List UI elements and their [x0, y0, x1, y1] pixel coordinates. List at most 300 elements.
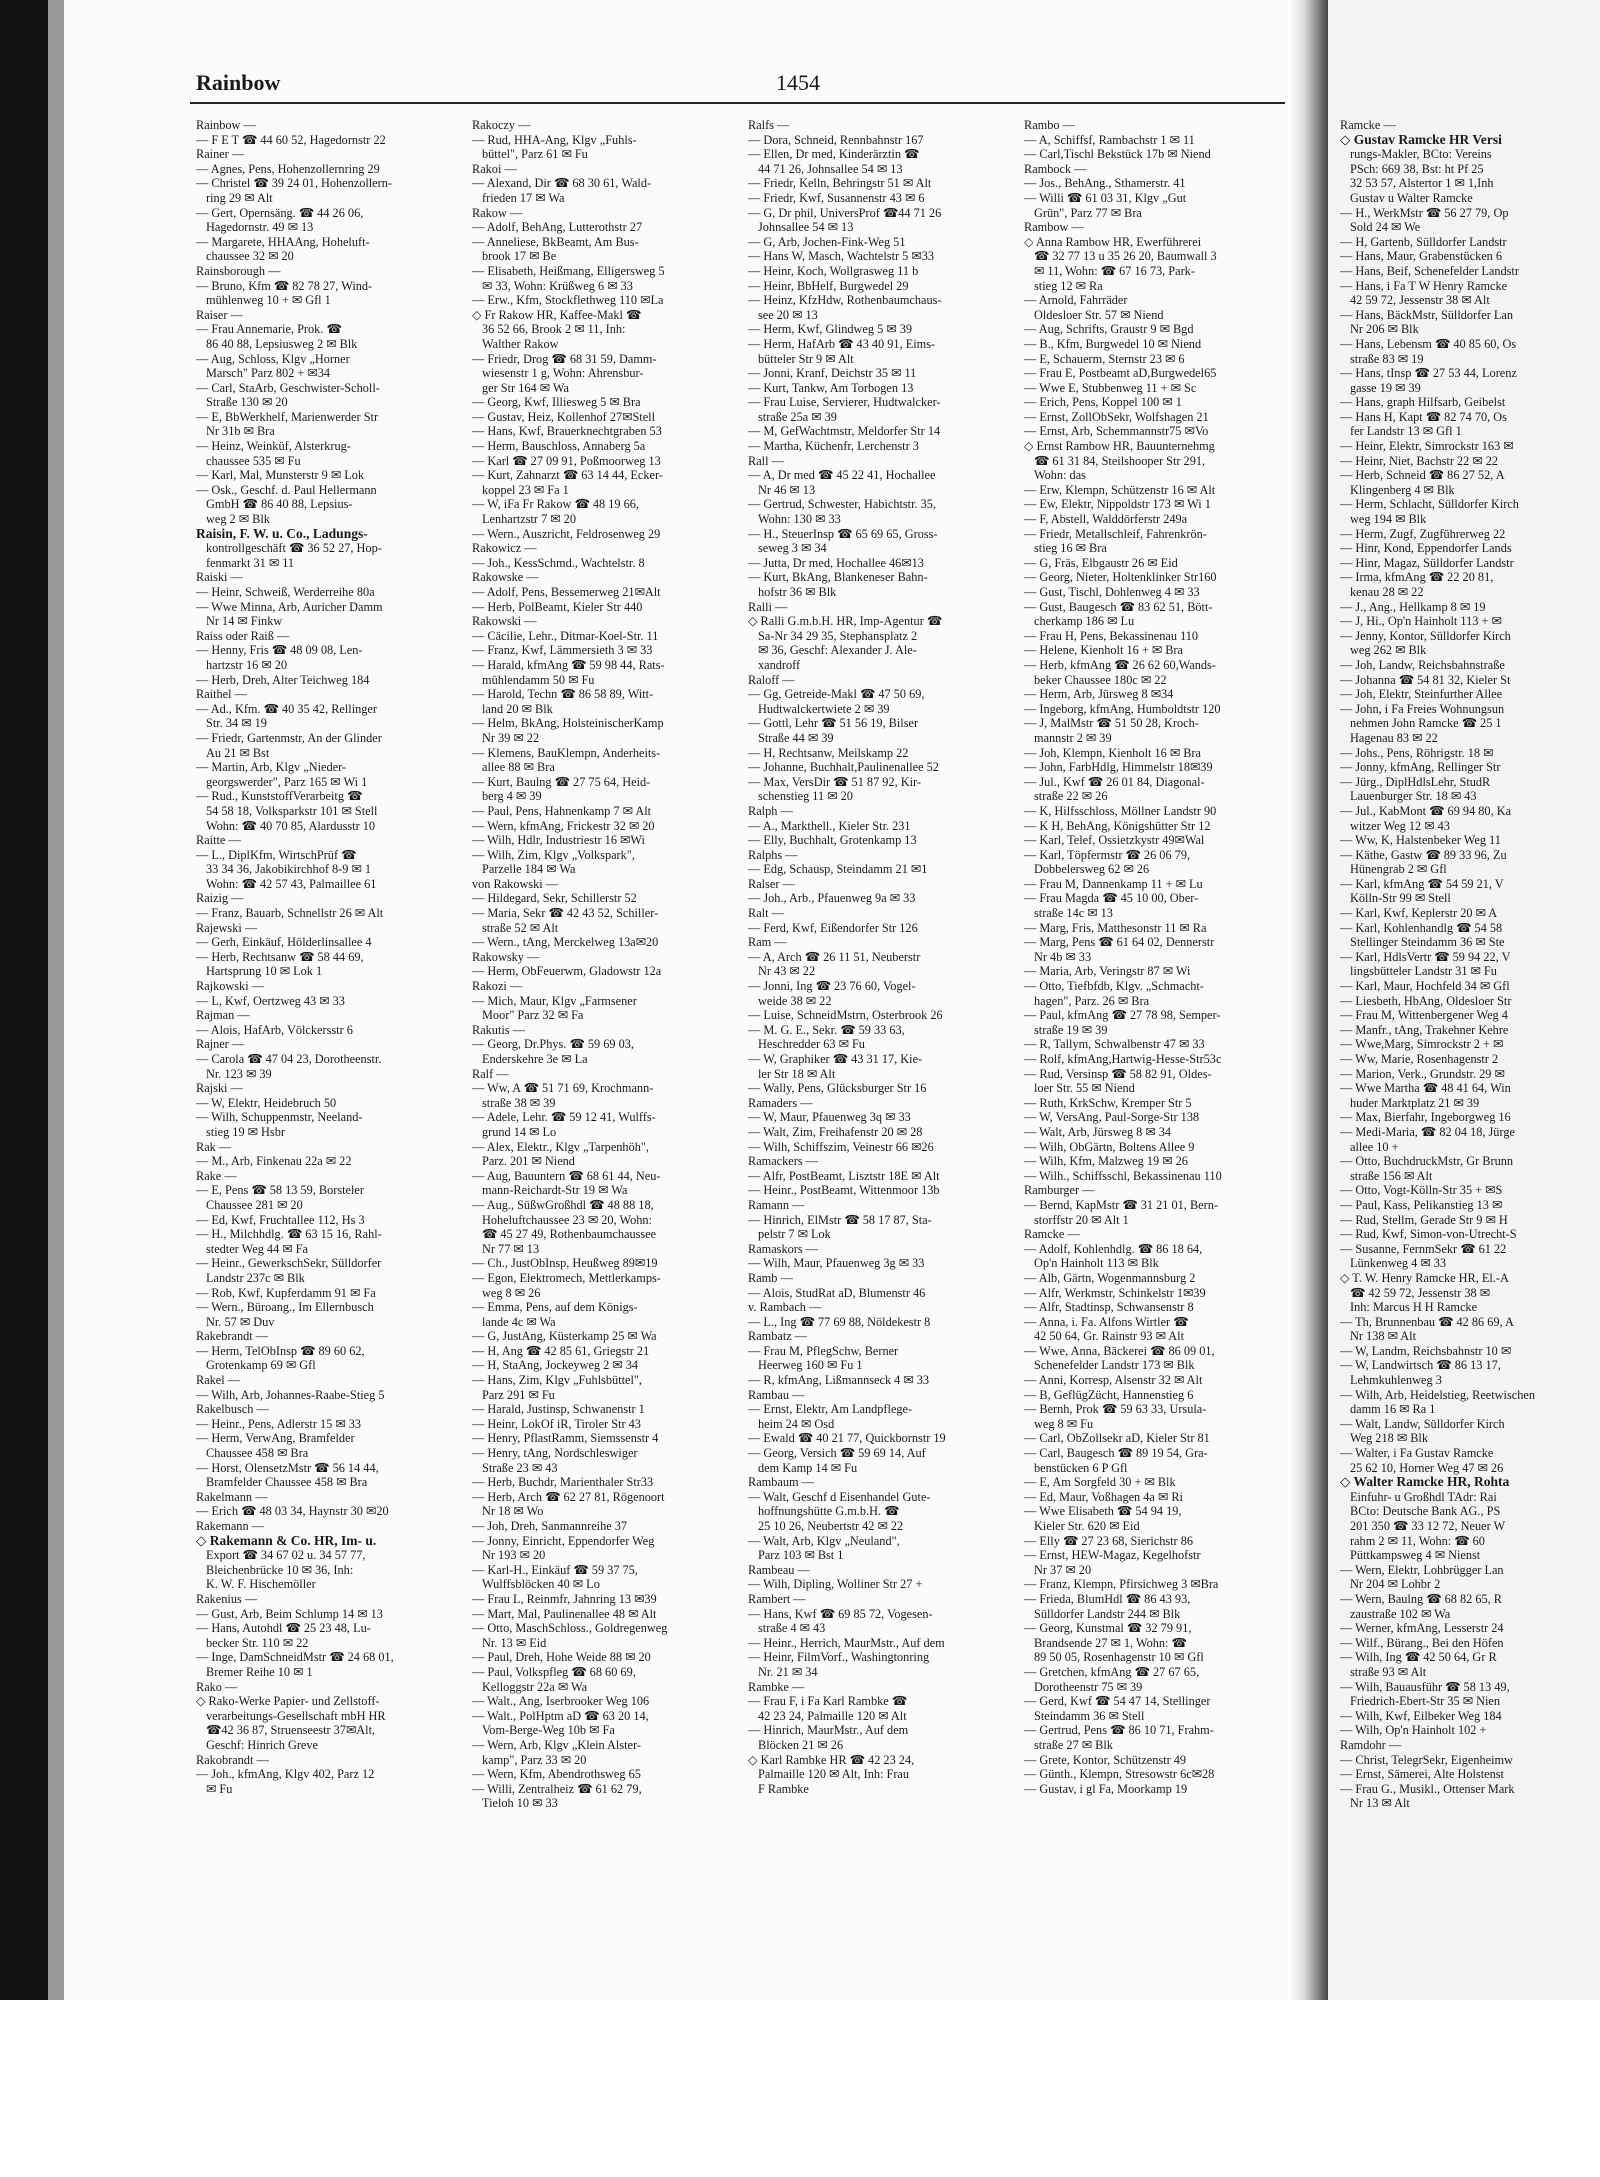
directory-line: — Heinr., PostBeamt, Wittenmoor 13b	[748, 1183, 940, 1198]
directory-line: — Heinr., Herrich, MaurMstr., Auf dem	[748, 1635, 945, 1650]
directory-line: Moor" Parz 32 ✉ Fa	[482, 1008, 584, 1023]
directory-line: 25 62 10, Horner Weg 47 ✉ 26	[1350, 1460, 1504, 1475]
directory-line: Kieler Str. 620 ✉ Eid	[1034, 1519, 1140, 1533]
directory-line: koppel 23 ✉ Fa 1	[482, 482, 569, 497]
directory-line: — Heinr, BbHelf, Burgwedel 29	[748, 278, 909, 293]
directory-line: Rambaum —	[748, 1475, 814, 1490]
directory-line: — Herm, TelObInsp ☎ 89 60 62,	[196, 1343, 365, 1358]
directory-line: — Karl ☎ 27 09 91, Poßmoorweg 13	[472, 453, 661, 468]
directory-line: Hagenau 83 ✉ 22	[1350, 730, 1438, 745]
directory-line: Rajman —	[196, 1008, 250, 1023]
directory-line: — Gust, Arb, Beim Schlump 14 ✉ 13	[196, 1606, 383, 1621]
directory-line: Parz. 201 ✉ Niend	[482, 1154, 575, 1169]
directory-line: Hünengrab 2 ✉ Gfl	[1350, 862, 1447, 877]
directory-line: — Johanna ☎ 54 81 32, Kieler St	[1340, 672, 1511, 687]
directory-line: — M., Arb, Finkenau 22a ✉ 22	[196, 1154, 352, 1169]
directory-line: — Martin, Arb, Klgv „Nieder-	[196, 760, 347, 775]
directory-line: Nr 138 ✉ Alt	[1350, 1329, 1416, 1344]
directory-line: — Jonny, Einricht, Eppendorfer Weg	[472, 1533, 655, 1548]
directory-line: — Herb, Buchdr, Marienthaler Str33	[472, 1475, 654, 1490]
directory-line: — Herm, Zugf, Zugführerweg 22	[1340, 526, 1506, 541]
directory-line: — H, Rechtsanw, Meilskamp 22	[748, 745, 909, 760]
directory-line: Chaussee 458 ✉ Bra	[206, 1446, 309, 1461]
directory-line: — Wilh, Hdlr, Industriestr 16 ✉Wi	[472, 833, 645, 848]
directory-line: hoffnungshütte G.m.b.H. ☎	[758, 1504, 900, 1519]
directory-line: — Henny, Fris ☎ 48 09 08, Len-	[196, 643, 363, 658]
directory-line: weg 8 ✉ 26	[482, 1285, 541, 1300]
directory-line: — Alexand, Dir ☎ 68 30 61, Wald-	[472, 176, 652, 191]
directory-line: Rambock —	[1024, 161, 1087, 176]
directory-line: Rainer —	[196, 147, 245, 162]
directory-line: — Johanne, Buchhalt,Paulinenallee 52	[748, 760, 939, 775]
directory-line: — Elly ☎ 27 23 68, Sierichstr 86	[1024, 1533, 1194, 1548]
directory-line: — Gust, Tischl, Dohlenweg 4 ✉ 33	[1024, 585, 1200, 599]
directory-line: grund 14 ✉ Lo	[482, 1124, 557, 1139]
directory-line: Nr 31b ✉ Bra	[206, 424, 275, 439]
directory-line: — Joh, Dreh, Sanmannreihe 37	[472, 1519, 628, 1533]
directory-line: lingsbütteler Landstr 31 ✉ Fu	[1350, 964, 1497, 979]
column-2	[472, 118, 744, 1811]
directory-line: — Willi ☎ 61 03 31, Klgv „Gut	[1024, 190, 1187, 205]
directory-line: Au 21 ✉ Bst	[206, 745, 270, 760]
directory-line: — Paul, Dreh, Hohe Weide 88 ✉ 20	[472, 1650, 651, 1665]
directory-line: Ramdohr —	[1340, 1737, 1402, 1752]
directory-line: — A, Arch ☎ 26 11 51, Neuberstr	[748, 949, 921, 964]
directory-line: Rambau —	[748, 1387, 805, 1402]
directory-line: straße 83 ✉ 19	[1350, 351, 1424, 366]
directory-line: — Hans, Kwf, Brauerknechtgraben 53	[472, 424, 662, 439]
directory-line: 25 10 26, Neubertstr 42 ✉ 22	[758, 1519, 904, 1533]
directory-line: — Walt, Arb, Jürsweg 8 ✉ 34	[1024, 1124, 1172, 1139]
directory-line: hofstr 36 ✉ Blk	[758, 585, 837, 599]
directory-line: Vom-Berge-Weg 10b ✉ Fa	[482, 1723, 615, 1738]
directory-line: — Ernst, Elektr, Am Landpflege-	[748, 1402, 913, 1417]
directory-line: Rakelmann —	[196, 1489, 268, 1504]
directory-line: straße 38 ✉ 39	[482, 1095, 556, 1110]
directory-line: Rambke —	[748, 1679, 805, 1694]
directory-line: ger Str 164 ✉ Wa	[482, 380, 569, 395]
directory-line: — Herb, Rechtsanw ☎ 58 44 69,	[196, 949, 364, 964]
directory-line: Wohn: ☎ 40 70 85, Alardusstr 10	[206, 818, 376, 833]
directory-line: Tieloh 10 ✉ 33	[482, 1796, 558, 1811]
directory-line: — Herb, Schneid ☎ 86 27 52, A	[1340, 468, 1505, 483]
directory-line: Raiser —	[196, 307, 243, 322]
directory-line: mühlendamm 50 ✉ Fu	[482, 672, 595, 687]
directory-line: — Horst, OlensetzMstr ☎ 56 14 44,	[196, 1460, 379, 1475]
directory-line: — Friedr, Drog ☎ 68 31 59, Damm-	[472, 351, 657, 366]
directory-line: — Gust, Baugesch ☎ 83 62 51, Bött-	[1024, 599, 1213, 614]
directory-line: K. W. F. Hischemöller	[206, 1577, 316, 1592]
directory-line: Rall —	[748, 453, 784, 468]
directory-line: — Grete, Kontor, Schützenstr 49	[1024, 1752, 1187, 1767]
directory-line: — Alb, Gärtn, Wogenmannsburg 2	[1024, 1270, 1196, 1285]
directory-line: — Ch., JustObInsp, Heußweg 89✉19	[472, 1256, 658, 1271]
directory-line: weg 194 ✉ Blk	[1350, 512, 1427, 527]
directory-line: beker Chaussee 180c ✉ 22	[1034, 672, 1167, 687]
directory-line: — Wilh, Dipling, Wolliner Str 27 +	[748, 1577, 923, 1592]
directory-line: — Herm, Schlacht, Sülldorfer Kirch	[1340, 497, 1519, 512]
directory-line: — Ferd, Kwf, Eißendorfer Str 126	[748, 920, 918, 935]
directory-line: Heerweg 160 ✉ Fu 1	[758, 1358, 863, 1373]
directory-line: — Carl, StaArb, Geschwister-Scholl-	[196, 380, 380, 395]
directory-line: Raithel —	[196, 687, 247, 702]
directory-line: — Otto, MaschSchloss., Goldregenweg	[472, 1621, 668, 1636]
directory-line: — Ww, Marie, Rosenhagenstr 2	[1340, 1052, 1499, 1066]
directory-line: ◇ Ralli G.m.b.H. HR, Imp-Agentur ☎	[748, 614, 943, 629]
directory-line: — Paul, Volkspfleg ☎ 68 60 69,	[472, 1664, 636, 1679]
directory-line: — Frau Luise, Servierer, Hudtwalcker-	[748, 395, 941, 410]
directory-line: cherkamp 186 ✉ Lu	[1034, 614, 1135, 629]
directory-line: — Mich, Maur, Klgv „Farmsener	[472, 993, 637, 1008]
directory-line: Weg 218 ✉ Blk	[1350, 1431, 1428, 1446]
directory-line: Hoheluftchaussee 23 ✉ 20, Wohn:	[482, 1212, 652, 1227]
directory-line: Klingenberg 4 ✉ Blk	[1350, 482, 1455, 497]
directory-line: — Ernst, HEW-Magaz, Kegelhofstr	[1024, 1548, 1201, 1563]
directory-line: Rambatz —	[748, 1329, 808, 1344]
directory-line: — Erw., Kfm, Stockflethweg 110 ✉La	[472, 293, 664, 308]
directory-line: — Carl, ObZollsekr aD, Kieler Str 81	[1024, 1431, 1210, 1446]
directory-line: Ralph —	[748, 803, 793, 818]
directory-line: Ramcke —	[1340, 118, 1396, 132]
directory-line: — Th, Brunnenbau ☎ 42 86 69, A	[1340, 1314, 1514, 1329]
directory-line: von Rakowski —	[472, 876, 559, 891]
directory-line: — Alfr, Werkmstr, Schinkelstr 1✉39	[1024, 1285, 1206, 1300]
directory-line: — Frau M, Wittenbergener Weg 4	[1340, 1008, 1508, 1023]
directory-line: ring 29 ✉ Alt	[206, 190, 273, 205]
directory-line: berg 4 ✉ 39	[482, 789, 542, 804]
directory-line: — Ingeborg, kfmAng, Humboldtstr 120	[1024, 701, 1221, 716]
directory-line: — Gottl, Lehr ☎ 51 56 19, Bilser	[748, 716, 919, 731]
scan-bottom-margin	[0, 2000, 1600, 2177]
directory-line: ◇ Fr Rakow HR, Kaffee-Makl ☎	[472, 307, 642, 322]
directory-line: 33 34 36, Jakobikirchhof 8-9 ✉ 1	[206, 862, 372, 877]
directory-line: — H., WerkMstr ☎ 56 27 79, Op	[1340, 205, 1509, 220]
directory-line: Parz 291 ✉ Fu	[482, 1387, 555, 1402]
directory-line: Sa-Nr 34 29 35, Stephansplatz 2	[758, 628, 918, 643]
directory-line: Rajkowski —	[196, 979, 264, 994]
directory-line: chaussee 535 ✉ Fu	[206, 453, 301, 468]
directory-line: — Herm, ObFeuerwm, Gladowstr 12a	[472, 964, 662, 979]
directory-line: — Maria, Arb, Veringstr 87 ✉ Wi	[1024, 964, 1191, 979]
directory-line: — Helene, Kienholt 16 + ✉ Bra	[1024, 643, 1183, 658]
directory-line: — F E T ☎ 44 60 52, Hagedornstr 22	[196, 132, 386, 147]
directory-line: — Heinz, Weinküf, Alsterkrug-	[196, 439, 351, 454]
directory-line: — Wilh, Kwf, Eilbeker Weg 184	[1340, 1708, 1502, 1723]
directory-line: — John, i Fa Freies Wohnungsun	[1340, 701, 1505, 716]
directory-line: — Gertrud, Schwester, Habichtstr. 35,	[748, 497, 937, 512]
page-number: 1454	[776, 70, 820, 95]
directory-line: — Martha, Küchenfr, Lerchenstr 3	[748, 439, 919, 454]
directory-line: Rakenius —	[196, 1591, 258, 1606]
directory-line: — Kurt, Zahnarzt ☎ 63 14 44, Ecker-	[472, 468, 663, 483]
directory-line: kontrollgeschäft ☎ 36 52 27, Hop-	[206, 541, 382, 556]
directory-line: — Susanne, FernmSekr ☎ 61 22	[1340, 1241, 1507, 1256]
directory-line: weg 262 ✉ Blk	[1350, 643, 1427, 658]
directory-line: mühlenweg 10 + ✉ Gfl 1	[206, 293, 331, 308]
directory-line: — Arnold, Fahrräder	[1024, 293, 1128, 308]
directory-line: straße 52 ✉ Alt	[482, 920, 559, 935]
directory-line: Raloff —	[748, 672, 795, 687]
directory-line: ✉ 36, Geschf: Alexander J. Ale-	[758, 643, 917, 658]
directory-line: Rakozi —	[472, 979, 523, 994]
directory-line: — Hans, BäckMstr, Sülldorfer Lan	[1340, 307, 1513, 322]
directory-line: — Carl,Tischl Bekstück 17b ✉ Niend	[1024, 147, 1211, 162]
directory-line: — L, Kwf, Oertzweg 43 ✉ 33	[196, 993, 345, 1008]
directory-line: — Walt, Arb, Klgv „Neuland",	[748, 1533, 900, 1548]
directory-line: — Henry, PflastRamm, Siemssenstr 4	[472, 1431, 659, 1446]
directory-line: — Wilh., Schiffsschl, Bekassinenau 110	[1024, 1168, 1222, 1183]
directory-line: — Ernst, Arb, Schemmannstr75 ✉Vo	[1024, 424, 1209, 439]
directory-line: — Gerh, Einkäuf, Hölderlinsallee 4	[196, 935, 372, 950]
directory-line: Nr 37 ✉ 20	[1034, 1562, 1092, 1577]
directory-line: — Herm, Kwf, Glindweg 5 ✉ 39	[748, 322, 912, 337]
directory-line: — Mart, Mal, Paulinenallee 48 ✉ Alt	[472, 1606, 657, 1621]
directory-line: — Friedr, Kelln, Behringstr 51 ✉ Alt	[748, 176, 932, 191]
directory-line: Steindamm 36 ✉ Stell	[1034, 1708, 1145, 1723]
directory-line: büttel", Parz 61 ✉ Fu	[482, 147, 588, 162]
directory-line: — Hans, i Fa T W Henry Ramcke	[1340, 278, 1508, 293]
directory-line: — A., Markthell., Kieler Str. 231	[748, 818, 911, 833]
directory-line: — Franz, Klempn, Pfirsichweg 3 ✉Bra	[1024, 1577, 1219, 1592]
directory-line: straße 27 ✉ Blk	[1034, 1737, 1113, 1752]
directory-line: — Hans, Zim, Klgv „Fuhlsbüttel",	[472, 1373, 642, 1388]
directory-line: Rakutis —	[472, 1022, 525, 1037]
directory-line: bütteler Str 9 ✉ Alt	[758, 351, 854, 366]
directory-line: — Frau M, Dannenkamp 11 + ✉ Lu	[1024, 876, 1203, 891]
directory-line: Chaussee 281 ✉ 20	[206, 1197, 303, 1212]
directory-line: — Erich, Pens, Koppel 100 ✉ 1	[1024, 395, 1182, 410]
directory-line: weide 38 ✉ 22	[758, 993, 832, 1008]
directory-line: F Rambke	[758, 1781, 809, 1796]
directory-line: Rake —	[196, 1168, 237, 1183]
directory-line: Raiss oder Raiß —	[196, 628, 290, 643]
directory-line: — Walt., Ang, Iserbrooker Weg 106	[472, 1694, 650, 1709]
directory-line: — Frau F, i Fa Karl Rambke ☎	[748, 1694, 908, 1709]
directory-line: — Elly, Buchhalt, Grotenkamp 13	[748, 833, 917, 848]
directory-line: — Wwe, Anna, Bäckerei ☎ 86 09 01,	[1024, 1343, 1215, 1358]
directory-line: stieg 19 ✉ Hsbr	[206, 1124, 285, 1139]
directory-line: PSch: 669 38, Bst: ht Pf 25	[1350, 161, 1484, 176]
directory-line: — Anna, i. Fa. Alfons Wirtler ☎	[1024, 1314, 1189, 1329]
header-name-range: Rainbow	[196, 70, 281, 95]
directory-line: — Herb, kfmAng ☎ 26 62 60,Wands-	[1024, 657, 1216, 672]
directory-line: — Wilh, Maur, Pfauenweg 3g ✉ 33	[748, 1256, 925, 1271]
directory-line: — Käthe, Gastw ☎ 89 33 96, Zu	[1340, 847, 1507, 862]
directory-line: — E, Am Sorgfeld 30 + ✉ Blk	[1024, 1475, 1176, 1490]
directory-line: Nr 43 ✉ 22	[758, 964, 816, 979]
directory-line: Kelloggstr 22a ✉ Wa	[482, 1679, 588, 1694]
directory-line: Nr 39 ✉ 22	[482, 730, 540, 745]
directory-line: — A, Dr med ☎ 45 22 41, Hochallee	[748, 468, 936, 483]
directory-line: — K H, BehAng, Königshütter Str 12	[1024, 818, 1211, 833]
directory-line: ◇ T. W. Henry Ramcke HR, El.-A	[1340, 1270, 1509, 1285]
directory-line: Dobbelersweg 62 ✉ 26	[1034, 862, 1150, 877]
directory-line: — Frau L, Reinmfr, Jahnring 13 ✉39	[472, 1591, 657, 1606]
directory-line: Hudtwalckertwiete 2 ✉ 39	[758, 701, 890, 716]
directory-line: — H, Ang ☎ 42 85 61, Griegstr 21	[472, 1343, 650, 1358]
directory-line: Ramb —	[748, 1270, 793, 1285]
directory-line: — Hinrich, ElMstr ☎ 58 17 87, Sta-	[748, 1212, 932, 1227]
directory-line: Rakebrandt —	[196, 1329, 269, 1344]
directory-line: — Cäcilie, Lehr., Ditmar-Koel-Str. 11	[472, 628, 659, 643]
directory-line: — Hans H, Kapt ☎ 82 74 70, Os	[1340, 409, 1507, 424]
directory-line: 89 50 05, Rosenhagenstr 10 ✉ Gfl	[1034, 1650, 1204, 1665]
directory-line: — Wilh, ObGärtn, Boltens Allee 9	[1024, 1139, 1195, 1154]
directory-line: — Kurt, Tankw, Am Torbogen 13	[748, 380, 914, 395]
directory-line: — Wilh, Schiffszim, Veinestr 66 ✉26	[748, 1139, 934, 1154]
directory-line: — Karl, kfmAng ☎ 54 59 21, V	[1340, 876, 1504, 891]
directory-line: — Joh, Landw, Reichsbahnstraße	[1340, 657, 1505, 672]
directory-line: — G, JustAng, Küsterkamp 25 ✉ Wa	[472, 1329, 657, 1344]
directory-line: — Emma, Pens, auf dem Königs-	[472, 1300, 638, 1315]
directory-line: — Max, VersDir ☎ 51 87 92, Kir-	[748, 774, 921, 789]
directory-line: — K, Hilfsschloss, Möllner Landstr 90	[1024, 803, 1217, 818]
directory-line: — Jürg., DiplHdlsLehr, StudR	[1340, 774, 1491, 789]
directory-line: — Bernd, KapMstr ☎ 31 21 01, Bern-	[1024, 1197, 1218, 1212]
directory-line: Raiski —	[196, 570, 243, 585]
directory-line: gasse 19 ✉ 39	[1350, 380, 1421, 395]
directory-line: — Anni, Korresp, Alsenstr 32 ✉ Alt	[1024, 1373, 1203, 1388]
directory-line: pelstr 7 ✉ Lok	[758, 1227, 831, 1242]
directory-line: — Friedr, Gartenmstr, An der Glinder	[196, 730, 382, 745]
directory-line: 201 350 ☎ 33 12 72, Neuer W	[1350, 1519, 1506, 1533]
directory-line: — E, Pens ☎ 58 13 59, Borsteler	[196, 1183, 364, 1198]
directory-line: Nr 46 ✉ 13	[758, 482, 816, 497]
directory-line: — Karl, HdlsVertr ☎ 59 94 22, V	[1340, 949, 1511, 964]
directory-line: — Aug., SüßwGroßhdl ☎ 48 88 18,	[472, 1197, 654, 1212]
directory-line: Nr. 57 ✉ Duv	[206, 1314, 275, 1329]
directory-line: — Adolf, BehAng, Lutterothstr 27	[472, 220, 643, 235]
directory-line: — Henry, tAng, Nordschleswiger	[472, 1446, 638, 1461]
directory-line: Wulffsblöcken 40 ✉ Lo	[482, 1577, 600, 1592]
directory-line: stieg 16 ✉ Bra	[1034, 541, 1107, 556]
directory-line: ✉ 33, Wohn: Krüßweg 6 ✉ 33	[482, 278, 633, 293]
directory-line: — Paul, kfmAng ☎ 27 78 98, Semper-	[1024, 1008, 1221, 1023]
directory-line: — H., SteuerInsp ☎ 65 69 65, Gross-	[748, 526, 938, 541]
directory-line: Nr 13 ✉ Alt	[1350, 1796, 1410, 1811]
directory-line: — Wern, Elektr, Lohbrügger Lan	[1340, 1562, 1504, 1577]
directory-line: Ralphs —	[748, 847, 798, 862]
directory-line: — Adolf, Kohlenhdlg. ☎ 86 18 64,	[1024, 1241, 1203, 1256]
directory-line: — Gg, Getreide-Makl ☎ 47 50 69,	[748, 687, 925, 702]
directory-line: — Jonni, Ing ☎ 23 76 60, Vogel-	[748, 979, 916, 994]
directory-line: — H, Gartenb, Sülldorfer Landstr	[1340, 234, 1507, 249]
directory-line: — L., Ing ☎ 77 69 88, Nöldekestr 8	[748, 1314, 931, 1329]
page-header	[126, 64, 1286, 98]
directory-line: — R, kfmAng, Lißmannseck 4 ✉ 33	[748, 1373, 930, 1388]
directory-line: — Wilf., Bürang., Bei den Höfen	[1340, 1635, 1504, 1650]
directory-line: loer Str. 55 ✉ Niend	[1034, 1081, 1135, 1096]
directory-line: Bramfelder Chaussee 458 ✉ Bra	[206, 1475, 368, 1490]
directory-line: — Alfr, Stadtinsp, Schwansenstr 8	[1024, 1300, 1194, 1315]
directory-line: Straße 44 ✉ 39	[758, 730, 834, 745]
directory-line: Rambert —	[748, 1591, 806, 1606]
directory-line: — Heinz, KfzHdw, Rothenbaumchaus-	[748, 293, 942, 308]
directory-line: Ralser —	[748, 876, 795, 891]
directory-line: — Ewald ☎ 40 21 77, Quickbornstr 19	[748, 1431, 946, 1446]
directory-line: Nr 77 ✉ 13	[482, 1241, 540, 1256]
directory-line: — W, Maur, Pfauenweg 3q ✉ 33	[748, 1110, 911, 1125]
directory-line: heim 24 ✉ Osd	[758, 1416, 835, 1431]
directory-line: — Maria, Sekr ☎ 42 43 52, Schiller-	[472, 906, 659, 921]
directory-line: — M, GefWachtmstr, Meldorfer Str 14	[748, 424, 941, 439]
directory-line: Nr 18 ✉ Wo	[482, 1504, 544, 1519]
directory-line: 42 50 64, Gr. Rainstr 93 ✉ Alt	[1034, 1329, 1185, 1344]
directory-line: straße 22 ✉ 26	[1034, 789, 1108, 804]
directory-line: Rajner —	[196, 1037, 245, 1052]
directory-line: Ramaskors —	[748, 1241, 819, 1256]
directory-line: — Wilh, Bauausführ ☎ 58 13 49,	[1340, 1679, 1510, 1694]
directory-line: — Gertrud, Pens ☎ 86 10 71, Frahm-	[1024, 1723, 1214, 1738]
directory-line: — Otto, Tiefbfdb, Klgv. „Schmacht-	[1024, 979, 1204, 994]
directory-line: — Bruno, Kfm ☎ 82 78 27, Wind-	[196, 278, 373, 293]
directory-line: — Hans, Autohdl ☎ 25 23 48, Lu-	[196, 1621, 371, 1636]
directory-line: — W, VersAng, Paul-Sorge-Str 138	[1024, 1110, 1200, 1125]
directory-line: — W, Landwirtsch ☎ 86 13 17,	[1340, 1358, 1501, 1373]
directory-line: Palmaille 120 ✉ Alt, Inh: Frau	[758, 1767, 910, 1782]
directory-line: Ramcke —	[1024, 1227, 1080, 1242]
directory-line: — Hans, Lebensm ☎ 40 85 60, Os	[1340, 336, 1517, 351]
directory-line: — Wern., Auszricht, Feldrosenweg 29	[472, 526, 661, 541]
directory-line: Dorotheenstr 75 ✉ 39	[1034, 1679, 1143, 1694]
directory-line: Sülldorfer Landstr 244 ✉ Blk	[1034, 1606, 1181, 1621]
directory-line: chaussee 32 ✉ 20	[206, 249, 294, 264]
directory-line: — Heinr., Pens, Adlerstr 15 ✉ 33	[196, 1416, 362, 1431]
directory-line: — Walter, i Fa Gustav Ramcke	[1340, 1446, 1494, 1461]
directory-line: — Hinr, Kond, Eppendorfer Lands	[1340, 541, 1512, 556]
directory-line: — Marion, Verk., Grundstr. 29 ✉	[1340, 1066, 1505, 1081]
directory-line: Rakoi —	[472, 161, 517, 176]
directory-line: rahm 2 ✉ 11, Wohn: ☎ 60	[1350, 1533, 1485, 1548]
directory-line: zaustraße 102 ✉ Wa	[1350, 1606, 1451, 1621]
directory-line: — Karl, Telef, Ossietzkystr 49✉Wal	[1024, 833, 1205, 848]
directory-line: Rakow —	[472, 205, 523, 220]
directory-line: — Otto, BuchdruckMstr, Gr Brunn	[1340, 1154, 1514, 1169]
directory-line: — Walt, Geschf d Eisenhandel Gute-	[748, 1489, 931, 1504]
directory-line: — Frau E, Postbeamt aD,Burgwedel65	[1024, 366, 1217, 381]
column-4	[1024, 118, 1296, 1796]
directory-line: — Wwe Minna, Arb, Auricher Damm	[196, 599, 383, 614]
directory-line: Rako —	[196, 1679, 238, 1694]
directory-line: — L., DiplKfm, WirtschPrüf ☎	[196, 847, 357, 862]
directory-line: — Wilh, Ing ☎ 42 50 64, Gr R	[1340, 1650, 1497, 1665]
directory-line: — Rud, HHA-Ang, Klgv „Fuhls-	[472, 132, 637, 147]
directory-line: — Joh., kfmAng, Klgv 402, Parz 12	[196, 1767, 375, 1782]
directory-line: 42 23 24, Palmaille 120 ✉ Alt	[758, 1708, 907, 1723]
directory-line: — Ernst, ZollObSekr, Wolfshagen 21	[1024, 409, 1209, 424]
directory-line: schenstieg 11 ✉ 20	[758, 789, 853, 804]
directory-line: — Herb, Dreh, Alter Teichweg 184	[196, 672, 370, 687]
directory-line: — Alois, HafArb, Völckersstr 6	[196, 1022, 353, 1037]
directory-line: — Wilh, Zim, Klgv „Volkspark",	[472, 847, 635, 862]
directory-line: — Hinrich, MaurMstr., Auf dem	[748, 1723, 909, 1738]
directory-line: Ramaders —	[748, 1095, 813, 1110]
directory-line: — Medi-Maria, ☎ 82 04 18, Jürge	[1340, 1124, 1515, 1139]
directory-line: Wohn: das	[1034, 468, 1086, 483]
directory-line: — Wern, Arb, Klgv „Klein Alster-	[472, 1737, 641, 1752]
directory-line: Op'n Hainholt 113 ✉ Blk	[1034, 1256, 1159, 1271]
directory-line: Nr. 21 ✉ 34	[758, 1664, 818, 1679]
directory-line: — Aug, Schloss, Klgv „Horner	[196, 351, 350, 366]
directory-line: Lenhartzstr 7 ✉ 20	[482, 512, 576, 527]
directory-line: xandroff	[758, 657, 801, 672]
directory-line: — Rud, Kwf, Simon-von-Utrecht-S	[1340, 1227, 1517, 1242]
directory-line: ◇ Ernst Rambow HR, Bauunternehmg	[1024, 439, 1215, 454]
directory-line: wiesenstr 1 g, Wohn: Ahrensbur-	[482, 366, 644, 381]
directory-line: verarbeitungs-Gesellschaft mbH HR	[206, 1708, 386, 1723]
directory-line: — Christel ☎ 39 24 01, Hohenzollern-	[196, 176, 392, 191]
directory-line: — Hinr, Magaz, Sülldorfer Landstr	[1340, 555, 1514, 570]
